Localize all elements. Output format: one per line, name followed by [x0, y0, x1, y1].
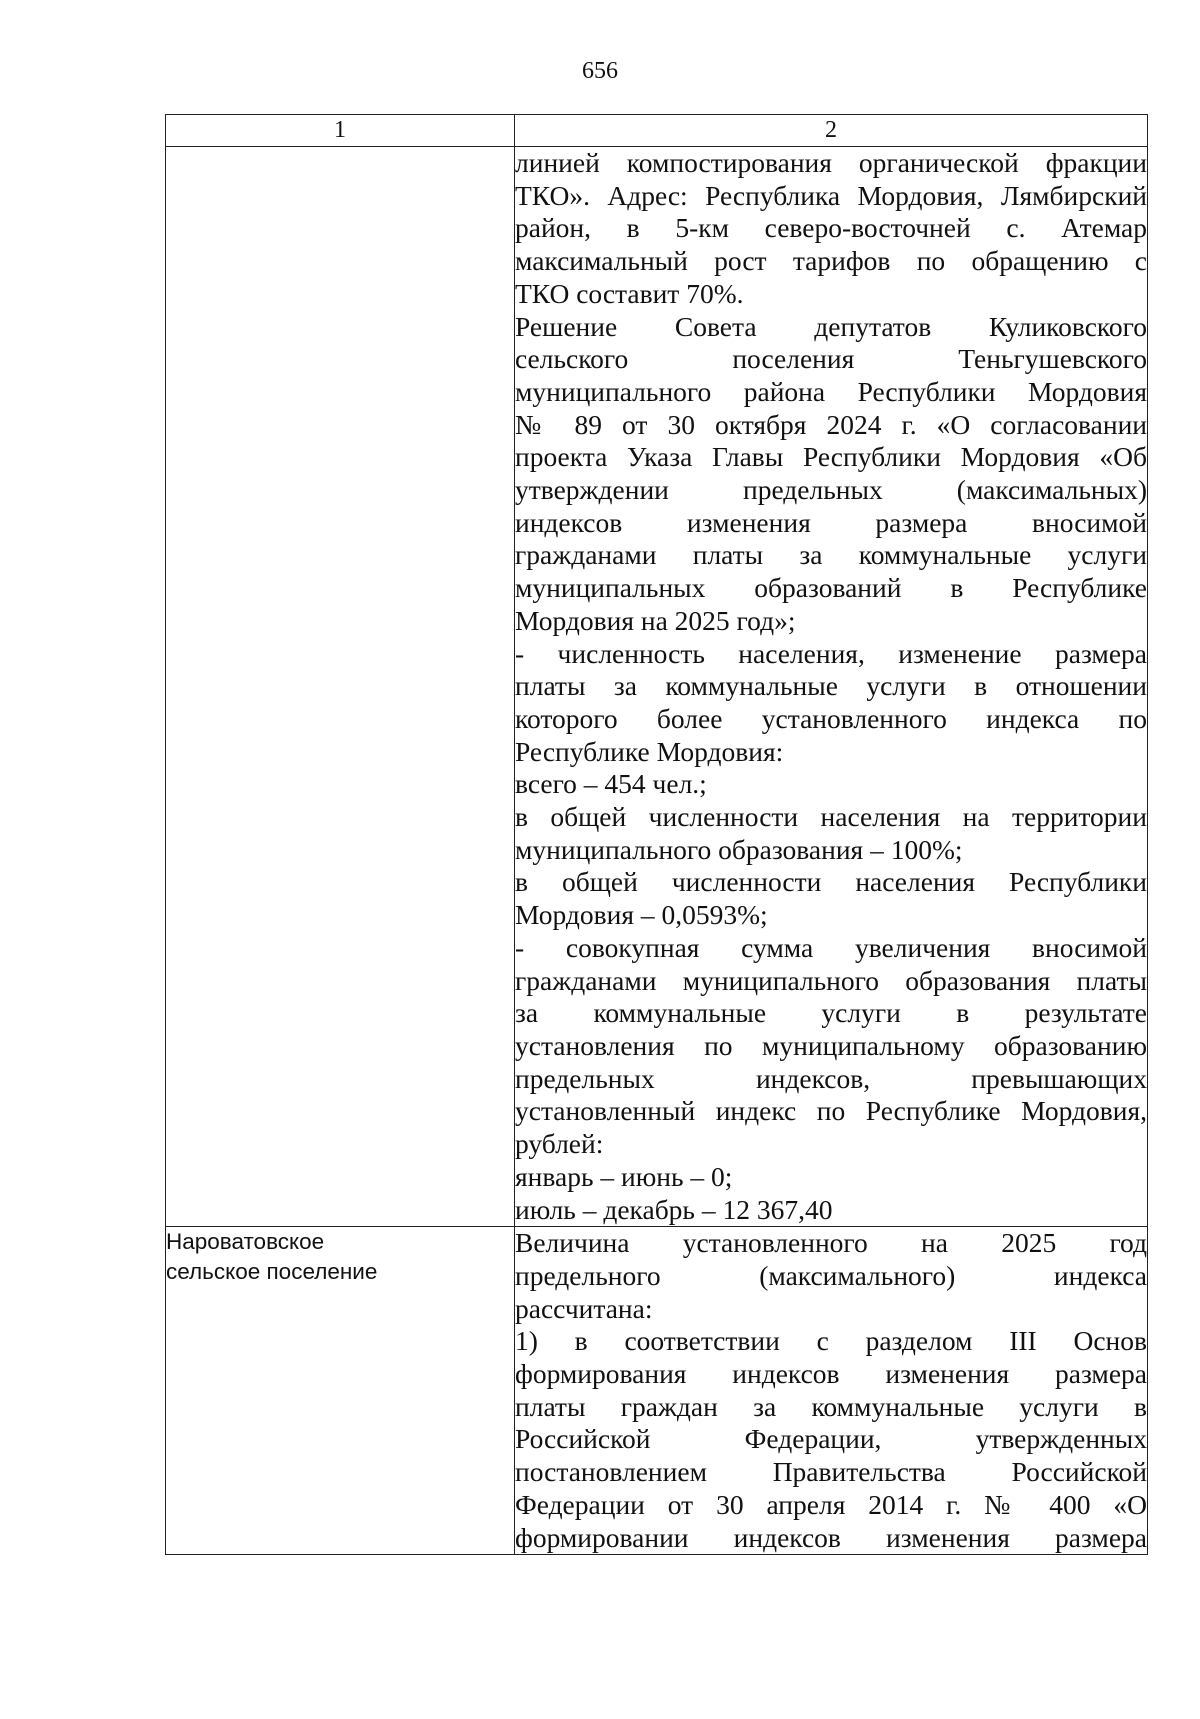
table-row: [166, 1227, 1148, 1555]
text-line: рублей:: [515, 1128, 604, 1160]
row2-col1-cell: [166, 1227, 515, 1555]
text-line: гражданами муниципального образования платы: [515, 964, 1147, 996]
column-header-2: 2: [515, 115, 1148, 147]
text-line: - численность населения, изменение размера: [515, 637, 1147, 669]
text-line: рассчитана:: [515, 1292, 653, 1324]
text-line: январь – июнь – 0;: [515, 1160, 733, 1192]
text-line: в общей численности населения на территории: [515, 801, 1147, 833]
text-line: формировании индексов изменения размера: [515, 1521, 1147, 1553]
text-line: ТКО». Адрес: Республика Мордовия, Лямбирский: [515, 179, 1147, 211]
text-line: - совокупная сумма увеличения вносимой: [515, 931, 1147, 963]
text-line: муниципального образования – 100%;: [515, 833, 963, 865]
text-line: в общей численности населения Республики: [515, 866, 1147, 898]
text-line: платы за коммунальные услуги в отношении: [515, 670, 1147, 702]
row1-col1-cell: [166, 147, 515, 1227]
text-line: линией компостирования органической фракции: [515, 147, 1147, 178]
text-line: ТКО составит 70%.: [515, 277, 744, 309]
settlement-name-line: Нароватовское: [166, 1229, 325, 1255]
settlement-name-line: сельское поселение: [166, 1258, 378, 1284]
text-line: 1) в соответствии с разделом III Основ: [515, 1325, 1147, 1357]
text-line: Величина установленного на 2025 год: [515, 1227, 1147, 1259]
text-line: Мордовия – 0,0593%;: [515, 899, 768, 931]
text-line: Решение Совета депутатов Куликовского: [515, 310, 1147, 342]
text-line: установленный индекс по Республике Мордовия,: [515, 1095, 1147, 1127]
text-line: предельного (максимального) индекса: [515, 1259, 1147, 1291]
text-line: сельского поселения Теньгушевского: [515, 343, 1147, 375]
text-line: район, в 5-км северо-восточней с. Атемар: [515, 212, 1147, 244]
text-line: гражданами платы за коммунальные услуги: [515, 539, 1147, 571]
text-line: утверждении предельных (максимальных): [515, 474, 1147, 506]
text-line: муниципального района Республики Мордовия: [515, 375, 1147, 407]
page-number: 656: [582, 58, 618, 84]
table-row: [166, 147, 1148, 1227]
document-table: [165, 114, 1148, 1555]
row2-col2-cell: [515, 1227, 1148, 1555]
row1-col2-cell: [515, 147, 1148, 1227]
text-line: № 89 от 30 октября 2024 г. «О согласовании: [515, 408, 1147, 440]
text-line: за коммунальные услуги в результате: [515, 997, 1147, 1029]
text-line: максимальный рост тарифов по обращению с: [515, 245, 1147, 277]
text-line: постановлением Правительства Российской: [515, 1456, 1147, 1488]
text-line: муниципальных образований в Республике: [515, 572, 1147, 604]
text-line: платы граждан за коммунальные услуги в: [515, 1390, 1147, 1422]
text-line: Федерации от 30 апреля 2014 г. № 400 «О: [515, 1488, 1147, 1520]
text-line: Российской Федерации, утвержденных: [515, 1423, 1147, 1455]
column-header-1: 1: [166, 115, 515, 147]
text-line: формирования индексов изменения размера: [515, 1358, 1147, 1390]
text-line: Мордовия на 2025 год»;: [515, 604, 796, 636]
text-line: предельных индексов, превышающих: [515, 1062, 1147, 1094]
text-line: проекта Указа Главы Республики Мордовия «Об: [515, 441, 1147, 473]
text-line: всего – 454 чел.;: [515, 768, 707, 800]
text-line: которого более установленного индекса по: [515, 702, 1147, 734]
text-line: индексов изменения размера вносимой: [515, 506, 1147, 538]
text-line: Республике Мордовия:: [515, 735, 784, 767]
text-line: установления по муниципальному образованию: [515, 1029, 1147, 1061]
table-header-row: [166, 115, 1148, 147]
text-line: июль – декабрь – 12 367,40: [515, 1193, 833, 1225]
